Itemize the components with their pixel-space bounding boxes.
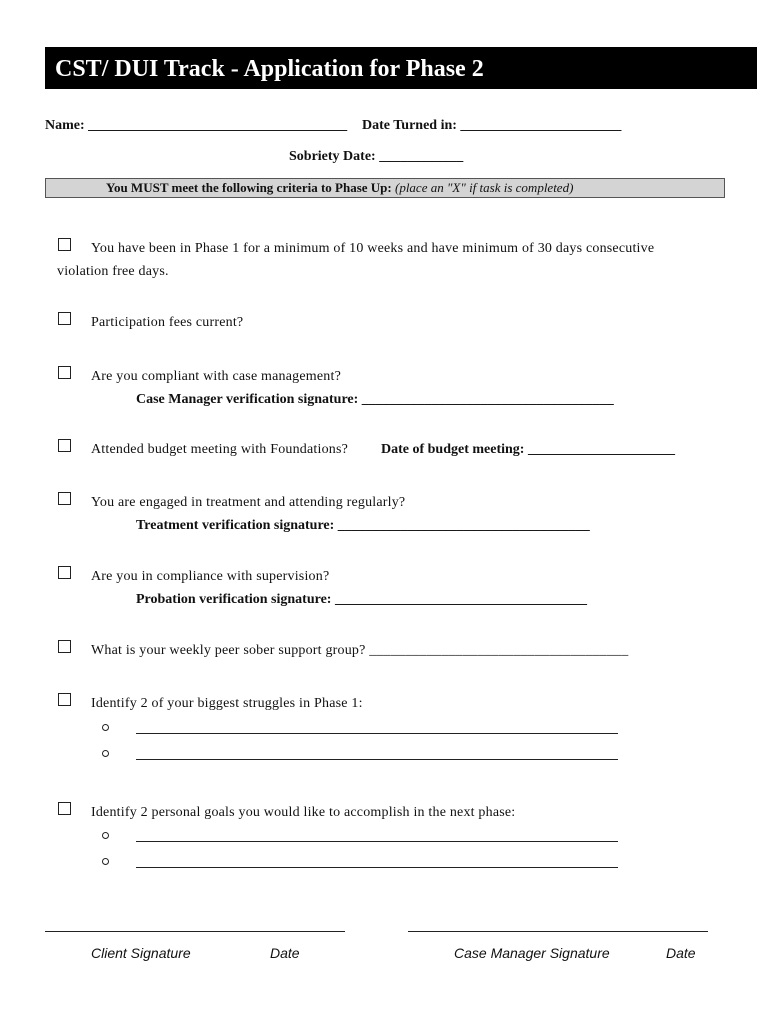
bullet-goal-1 [102,832,109,839]
item-case-management-text: Are you compliant with case management? [91,369,341,384]
title-bar [45,47,757,89]
criteria-banner [45,178,725,198]
client-date-label: Date [270,945,300,961]
case-manager-date-label: Date [666,945,696,961]
probation-signature-field[interactable]: Probation verification signature: ____________________________________ [136,592,587,607]
sobriety-date-field[interactable]: Sobriety Date: ____________ [289,149,464,164]
page-title: CST/ DUI Track - Application for Phase 2 [55,56,484,82]
item-budget-text: Attended budget meeting with Foundations? [91,442,349,457]
client-signature-line[interactable] [45,931,345,932]
goal-1-line[interactable] [136,841,618,842]
item-phase1-text-cont: violation free days. [57,264,169,279]
struggle-2-line[interactable] [136,759,618,760]
checkbox-supervision[interactable] [58,566,71,579]
item-struggles-text: Identify 2 of your biggest struggles in Phase 1: [91,696,363,711]
client-signature-label: Client Signature [91,945,191,961]
checkbox-budget[interactable] [58,439,71,452]
checkbox-treatment[interactable] [58,492,71,505]
checkbox-case-management[interactable] [58,366,71,379]
case-manager-signature-line[interactable] [408,931,708,932]
checkbox-peer-group[interactable] [58,640,71,653]
item-treatment-text: You are engaged in treatment and attending regularly? [91,495,406,510]
item-supervision-text: Are you in compliance with supervision? [91,569,330,584]
checkbox-phase1[interactable] [58,238,71,251]
bullet-struggle-1 [102,724,109,731]
item-fees-text: Participation fees current? [91,315,244,330]
bullet-struggle-2 [102,750,109,757]
struggle-1-line[interactable] [136,733,618,734]
budget-date-field[interactable]: Date of budget meeting: _____________________ [381,442,675,457]
date-turned-in-field[interactable]: Date Turned in: _______________________ [362,118,622,133]
treatment-signature-field[interactable]: Treatment verification signature: ____________________________________ [136,518,590,533]
item-goals-text: Identify 2 personal goals you would like to accomplish in the next phase: [91,805,516,820]
checkbox-struggles[interactable] [58,693,71,706]
name-field[interactable]: Name: _____________________________________ [45,118,348,133]
criteria-banner-instruction: (place an "X" if task is completed) [394,180,574,195]
case-manager-signature-field[interactable]: Case Manager verification signature: ____________________________________ [136,392,614,407]
checkbox-fees[interactable] [58,312,71,325]
bullet-goal-2 [102,858,109,865]
item-phase1-text: You have been in Phase 1 for a minimum of 10 weeks and have minimum of 30 days consecutive [91,241,655,256]
goal-2-line[interactable] [136,867,618,868]
checkbox-goals[interactable] [58,802,71,815]
case-manager-signature-label: Case Manager Signature [454,945,610,961]
criteria-banner-title: You MUST meet the following criteria to Phase Up: [106,180,392,195]
item-peer-group-text[interactable]: What is your weekly peer sober support group? ____________________________________ [91,643,629,658]
